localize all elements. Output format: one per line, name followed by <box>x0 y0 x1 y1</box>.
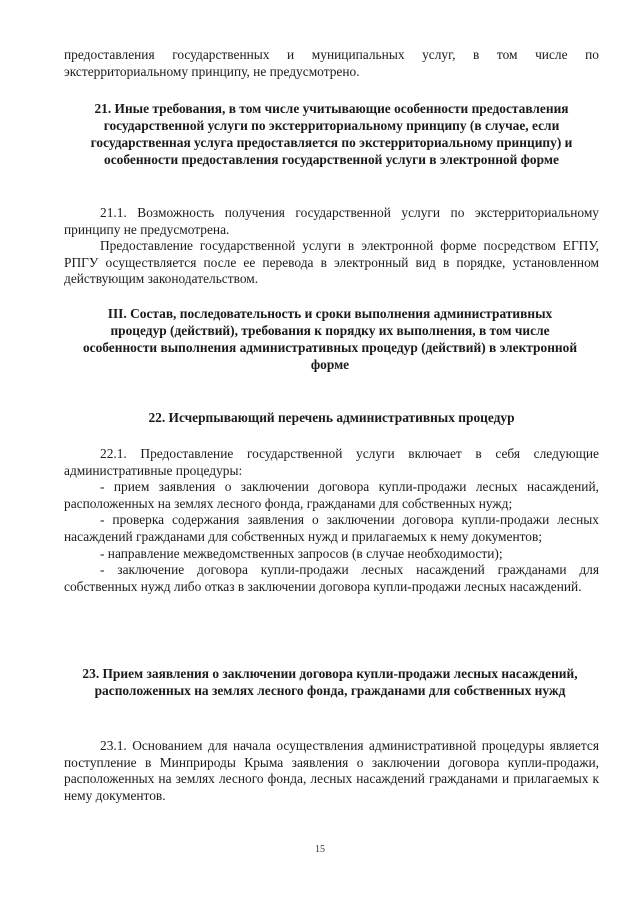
list-item: - заключение договора купли-продажи лесных насаждений гражданами для собственных нужд либо отказ в заключении договора купли-продажи лесных насаждений. <box>64 562 599 594</box>
continuation-paragraph <box>64 47 599 80</box>
page-number: 15 <box>315 844 325 855</box>
section-22-heading: 22. Исчерпывающий перечень административных процедур <box>148 410 515 425</box>
section-23-body <box>64 738 599 804</box>
paragraph-23-1: 23.1. Основанием для начала осуществления административной процедуры является поступление в Минприроды Крыма заявления о заключении договора купли-продажи, расположенных на землях лесного фонда, лесных насаждений гражданами и прилагаемых к нему документов. <box>64 738 599 803</box>
paragraph-text: предоставления государственных и муниципальных услуг, в том числе по экстерриториальному принципу, не предусмотрено. <box>64 47 599 79</box>
list-item: - направление межведомственных запросов (в случае необходимости); <box>100 545 503 561</box>
section-21-heading: 21. Иные требования, в том числе учитывающие особенности предоставления государственной услуги по экстерриториальному принципу (в случае, если государственная услуга предоставляется по экстерриториальному принципу) и особенности предоставления государственной услуги в электронной форме <box>90 101 573 167</box>
paragraph-21-2: Предоставление государственной услуги в электронной форме посредством ЕГПУ, РПГУ осуществляется после ее перевода в электронный вид в порядке, установленном действующим законодательством. <box>64 238 599 287</box>
chapter-3-heading: III. Состав, последовательность и сроки выполнения административных процедур (действий), требования к порядку их выполнения, в том числе особенности выполнения административных процедур (действий) в электронной форме <box>82 306 578 372</box>
list-item: - прием заявления о заключении договора купли-продажи лесных насаждений, расположенных на землях лесного фонда, гражданами для собственных нужд; <box>64 479 599 511</box>
paragraph-22-1: 22.1. Предоставление государственной услуги включает в себя следующие административные процедуры: <box>64 446 599 478</box>
section-23-heading: 23. Прием заявления о заключении договора купли-продажи лесных насаждений, расположенных на землях лесного фонда, гражданами для собственных нужд <box>82 666 578 698</box>
section-21-body <box>64 205 599 288</box>
paragraph-21-1: 21.1. Возможность получения государственной услуги по экстерриториальному принципу не предусмотрена. <box>64 205 599 237</box>
list-item: - проверка содержания заявления о заключении договора купли-продажи лесных насаждений гражданами для собственных нужд и прилагаемых к нему документов; <box>64 512 599 544</box>
section-22-body <box>64 446 599 595</box>
